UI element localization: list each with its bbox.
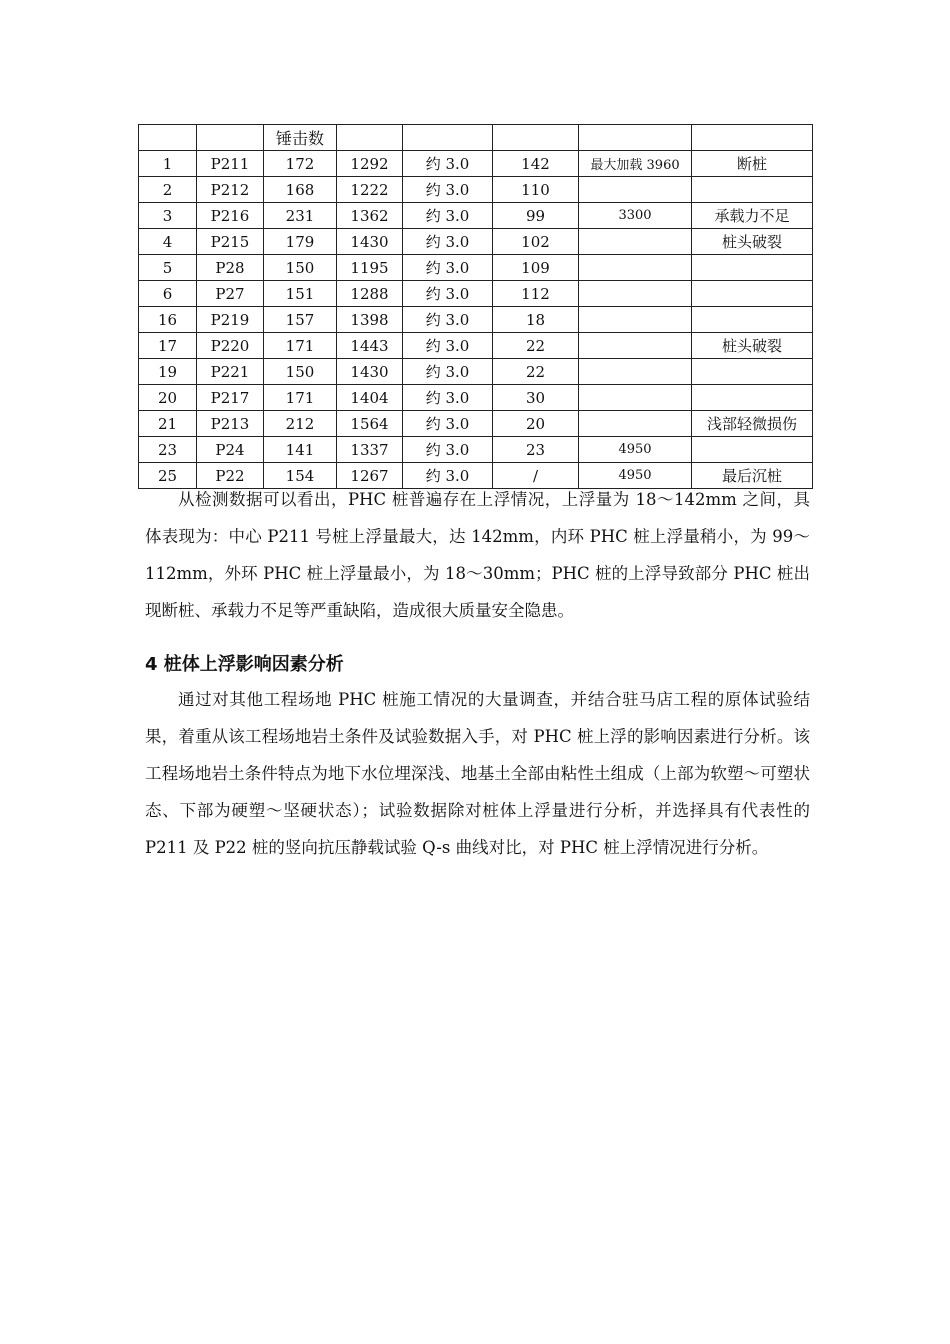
table-cell: 16: [139, 307, 197, 333]
table-row: [139, 437, 813, 463]
table-cell: 约 3.0: [403, 177, 493, 203]
header-cell: 锤击数: [264, 125, 337, 151]
header-cell: [197, 125, 264, 151]
table-cell: [692, 177, 813, 203]
table-cell: 142: [493, 151, 579, 177]
table-cell: 1564: [337, 411, 403, 437]
table-row: [139, 177, 813, 203]
table-cell: 约 3.0: [403, 333, 493, 359]
table-cell: [579, 255, 692, 281]
table-cell: 浅部轻微损伤: [692, 411, 813, 437]
section-heading: 4 桩体上浮影响因素分析: [145, 654, 344, 675]
table-cell: P221: [197, 359, 264, 385]
table-cell: [579, 333, 692, 359]
table-row: [139, 385, 813, 411]
table-cell: 桩头破裂: [692, 229, 813, 255]
table-cell: 1222: [337, 177, 403, 203]
table-cell: 179: [264, 229, 337, 255]
table-cell: 约 3.0: [403, 437, 493, 463]
table-cell: 4: [139, 229, 197, 255]
table-cell: 4950: [579, 463, 692, 489]
header-cell: [493, 125, 579, 151]
table-cell: 22: [493, 333, 579, 359]
table-cell: 约 3.0: [403, 359, 493, 385]
table-cell: 150: [264, 255, 337, 281]
table-cell: 1430: [337, 359, 403, 385]
table-row: [139, 411, 813, 437]
table-cell: 最后沉桩: [692, 463, 813, 489]
table-cell: [579, 307, 692, 333]
table-cell: 1195: [337, 255, 403, 281]
table-cell: 23: [493, 437, 579, 463]
table-cell: 172: [264, 151, 337, 177]
factors-paragraph: 通过对其他工程场地 PHC 桩施工情况的大量调查，并结合驻马店工程的原体试验结果，着重从该工程场地岩土条件及试验数据入手，对 PHC 桩上浮的影响因素进行分析。该工程场地岩土条件特点为地下水位埋深浅、地基土全部由粘性土组成（上部为软塑～可塑状态、下部为硬塑～坚硬状态）；试验数据除对桩体上浮量进行分析，并选择具有代表性的 P211 及 P22 桩的竖向抗压静载试验 Q-s 曲线对比，对 PHC 桩上浮情况进行分析。: [145, 690, 810, 857]
table-cell: 断桩: [692, 151, 813, 177]
table-cell: 1443: [337, 333, 403, 359]
table-cell: 1288: [337, 281, 403, 307]
table-cell: 20: [139, 385, 197, 411]
table-cell: [692, 281, 813, 307]
table-cell: 231: [264, 203, 337, 229]
table-cell: P27: [197, 281, 264, 307]
table-cell: P219: [197, 307, 264, 333]
table-cell: [692, 437, 813, 463]
table-cell: 5: [139, 255, 197, 281]
table-row: [139, 229, 813, 255]
table-cell: 1362: [337, 203, 403, 229]
table-cell: 2: [139, 177, 197, 203]
table-cell: 1292: [337, 151, 403, 177]
header-cell: [692, 125, 813, 151]
table-cell: [579, 229, 692, 255]
table-cell: 30: [493, 385, 579, 411]
table-cell: 19: [139, 359, 197, 385]
table-cell: P220: [197, 333, 264, 359]
table-cell: 约 3.0: [403, 463, 493, 489]
table-row: [139, 151, 813, 177]
header-cell: [337, 125, 403, 151]
table-cell: P28: [197, 255, 264, 281]
table-cell: P211: [197, 151, 264, 177]
table-cell: 157: [264, 307, 337, 333]
header-cell: [579, 125, 692, 151]
table-row: [139, 255, 813, 281]
table-header-row: [139, 125, 813, 151]
analysis-paragraph: 从检测数据可以看出，PHC 桩普遍存在上浮情况，上浮量为 18～142mm 之间，具体表现为：中心 P211 号桩上浮量最大，达 142mm，内环 PHC 桩上浮量稍小，为 99～112mm，外环 PHC 桩上浮量最小，为 18～30mm；PHC 桩的上浮导致部分 PHC 桩出现断桩、承载力不足等严重缺陷，造成很大质量安全隐患。: [145, 490, 810, 620]
table-cell: 22: [493, 359, 579, 385]
table-cell: [579, 177, 692, 203]
table-cell: [579, 359, 692, 385]
table-cell: 约 3.0: [403, 229, 493, 255]
table-cell: 桩头破裂: [692, 333, 813, 359]
table-cell: 约 3.0: [403, 385, 493, 411]
table-cell: /: [493, 463, 579, 489]
pile-test-table: [138, 124, 813, 489]
table-cell: 110: [493, 177, 579, 203]
table-cell: 154: [264, 463, 337, 489]
table-cell: [579, 281, 692, 307]
table-cell: [579, 411, 692, 437]
table-cell: 112: [493, 281, 579, 307]
table-cell: 212: [264, 411, 337, 437]
table-cell: 109: [493, 255, 579, 281]
table-cell: 3300: [579, 203, 692, 229]
table-cell: 102: [493, 229, 579, 255]
table-row: [139, 307, 813, 333]
table-cell: P212: [197, 177, 264, 203]
table-cell: P24: [197, 437, 264, 463]
table-cell: 约 3.0: [403, 151, 493, 177]
table-cell: 4950: [579, 437, 692, 463]
table-cell: [692, 385, 813, 411]
table-cell: 3: [139, 203, 197, 229]
table-cell: 168: [264, 177, 337, 203]
table-cell: 20: [493, 411, 579, 437]
table-cell: 99: [493, 203, 579, 229]
table-cell: [692, 255, 813, 281]
table-row: [139, 359, 813, 385]
table-cell: 约 3.0: [403, 203, 493, 229]
table-cell: P217: [197, 385, 264, 411]
table-cell: 最大加载 3960: [579, 151, 692, 177]
table-cell: 17: [139, 333, 197, 359]
table-cell: 1404: [337, 385, 403, 411]
table-cell: 25: [139, 463, 197, 489]
table-cell: 约 3.0: [403, 307, 493, 333]
table-cell: P22: [197, 463, 264, 489]
table-cell: 21: [139, 411, 197, 437]
table-cell: [579, 385, 692, 411]
header-cell: [403, 125, 493, 151]
table-cell: 1267: [337, 463, 403, 489]
header-cell: [139, 125, 197, 151]
table-cell: 6: [139, 281, 197, 307]
table-cell: 150: [264, 359, 337, 385]
table-cell: [692, 359, 813, 385]
table-cell: 23: [139, 437, 197, 463]
table-cell: 141: [264, 437, 337, 463]
table-cell: 171: [264, 333, 337, 359]
table-cell: 1337: [337, 437, 403, 463]
table-cell: 承载力不足: [692, 203, 813, 229]
table-cell: 1: [139, 151, 197, 177]
table-cell: P215: [197, 229, 264, 255]
table-cell: 约 3.0: [403, 255, 493, 281]
table-cell: 171: [264, 385, 337, 411]
table-cell: 151: [264, 281, 337, 307]
table-cell: 1430: [337, 229, 403, 255]
table-cell: 约 3.0: [403, 281, 493, 307]
table-body: [139, 125, 813, 489]
table-cell: P216: [197, 203, 264, 229]
table-row: [139, 281, 813, 307]
table-row: [139, 333, 813, 359]
table-cell: P213: [197, 411, 264, 437]
table-cell: [692, 307, 813, 333]
table-cell: 约 3.0: [403, 411, 493, 437]
table-cell: 1398: [337, 307, 403, 333]
table-cell: 18: [493, 307, 579, 333]
table-row: [139, 203, 813, 229]
